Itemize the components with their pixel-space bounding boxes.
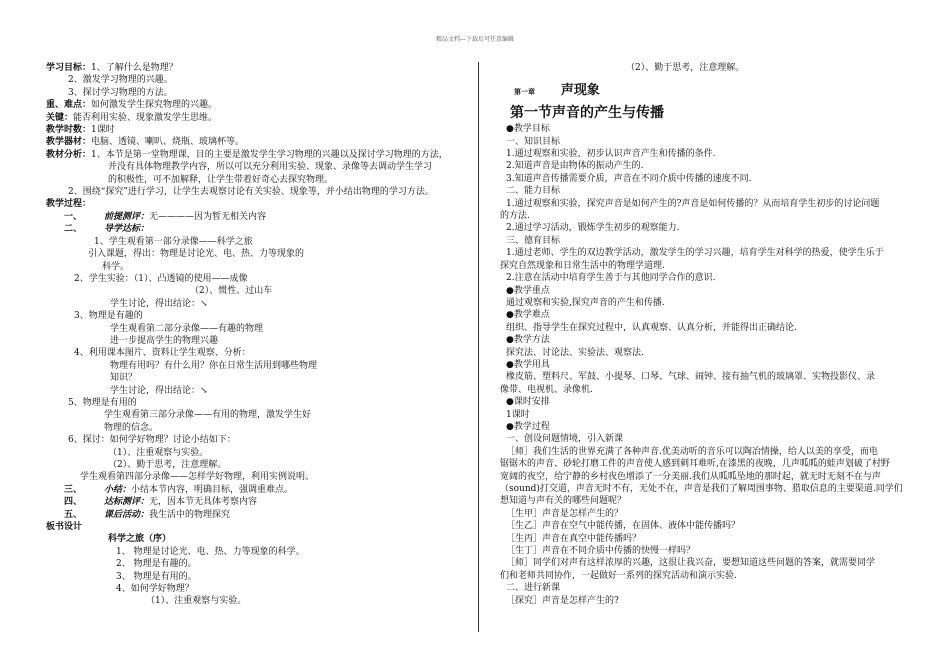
left-line bbox=[46, 397, 471, 409]
step-label: 导学达标： bbox=[104, 224, 150, 235]
left-line bbox=[46, 112, 471, 124]
left-line bbox=[46, 62, 471, 74]
left-line bbox=[46, 310, 471, 322]
left-line bbox=[46, 124, 471, 136]
step-label: 课后活动： bbox=[104, 509, 150, 520]
line-text: 学生讨论，得出结论：↘ bbox=[110, 298, 208, 309]
right-line: 二、进行新课 bbox=[506, 583, 561, 594]
left-line bbox=[46, 571, 471, 583]
line-text: 1课时 bbox=[91, 125, 115, 136]
field-label: 教学器材： bbox=[46, 137, 92, 148]
right-line: 三、德育目标 bbox=[506, 235, 561, 246]
line-text: 3、物理是有趣的 bbox=[74, 311, 143, 322]
right-line: （sound)打交道，声音无时不有，无处不在，声音是我们了解周围事物、猎取信息的主要渠道.同学们 bbox=[500, 484, 903, 494]
right-line: 组织、指导学生在探究过程中，认真观察、认真分析，并能得出正确结论. bbox=[506, 322, 797, 333]
left-line bbox=[46, 533, 471, 545]
line-text: 1、 物理是讨论光、电、热、力等现象的科学。 bbox=[116, 546, 305, 557]
right-column bbox=[500, 62, 916, 607]
left-line bbox=[46, 99, 471, 111]
field-label: 教学过程： bbox=[46, 199, 92, 210]
line-text: （2）、勤于思考，注意理解。 bbox=[108, 460, 227, 470]
left-line bbox=[46, 273, 471, 285]
line-text: （2）、惯性、过山车 bbox=[190, 286, 273, 297]
right-line: 橡皮筋、塑料尺、军鼓、小提琴、口琴、气球、闹钟、接有抽气机的玻璃罩、实物投影仪、录 bbox=[506, 372, 876, 383]
left-line bbox=[46, 87, 471, 99]
right-line: 们和老师共同协作，一起做好一系列的探究活动和演示实验. bbox=[500, 570, 737, 581]
chapter-title: 声现象 bbox=[560, 83, 600, 99]
line-text: （1）、注重观察与实验。 bbox=[146, 596, 247, 607]
field-label: 学习目标： bbox=[46, 63, 92, 73]
line-text: 物理的信念。 bbox=[104, 422, 159, 433]
right-line: ●教学重点 bbox=[506, 285, 550, 296]
line-text: （1）、注重观察与实验。 bbox=[108, 447, 209, 458]
line-text: 5、物理是有用的 bbox=[68, 397, 137, 408]
section-title: 第一节声音的产生与传播 bbox=[510, 104, 664, 121]
line-text: 电脑、透镜、喇叭、烧瓶、玻璃杯等。 bbox=[91, 137, 245, 148]
right-line: 通过观察和实验,探究声音的产生和传播. bbox=[506, 297, 665, 308]
line-text: 的积极性，可不加解释，让学生带着好奇心去探究物理。 bbox=[108, 174, 334, 185]
right-line: 1.通过观察和实验，探究声音是如何产生的?声音是如何传播的？从而培育学生初步的讨论问题 bbox=[506, 198, 880, 209]
line-text: 无，因本节无具体考察内容 bbox=[149, 497, 258, 508]
right-line: 二、能力目标 bbox=[506, 186, 561, 197]
left-line bbox=[46, 236, 471, 248]
left-column bbox=[46, 62, 471, 608]
right-line: ●教学难点 bbox=[506, 310, 550, 321]
right-line: 宽阔的夜空，给宁静的乡村夜色增添了一分美丽.我们从呱呱坠地的那时起，就无时无刻不在与声 bbox=[500, 471, 881, 482]
right-line: 1.通过老师、学生的双边教学活动，激发学生的学习兴趣，培育学生对科学的热爱，使学生乐于 bbox=[506, 248, 884, 259]
left-line bbox=[46, 558, 471, 570]
left-line bbox=[46, 323, 471, 335]
field-label: 教学时数： bbox=[46, 125, 92, 136]
right-line: 1.通过观察和实验，初步认识声音产生和传播的条件. bbox=[506, 149, 716, 160]
left-line bbox=[46, 447, 471, 459]
step-label: 达标测评： bbox=[104, 497, 150, 508]
left-line bbox=[46, 583, 471, 595]
right-line: ●教学方法 bbox=[506, 335, 550, 346]
right-line: 探究自然现象和日常生活中的物理学道理. bbox=[500, 260, 665, 271]
right-line: ●教学目标 bbox=[506, 124, 550, 135]
field-label: 板书设计 bbox=[46, 522, 83, 533]
line-text: 3、探讨学习物理的方法。 bbox=[68, 87, 173, 98]
line-text: 2、激发学习物理的兴趣。 bbox=[68, 75, 173, 86]
right-line: 的方法. bbox=[500, 211, 530, 222]
left-line bbox=[46, 422, 471, 434]
step-number: 一、 bbox=[64, 211, 83, 222]
right-line: ●教学用具 bbox=[506, 359, 550, 370]
right-line: 探究法、讨论法、实验法、观察法. bbox=[506, 347, 644, 358]
right-line: ［师］同学们对声有这样浓厚的兴趣，这很让我兴奋，要想知道这些问题的答案，就需要同学 bbox=[506, 558, 876, 569]
left-line bbox=[46, 521, 471, 533]
page-header: 精品文档---下载后可任意编辑 bbox=[435, 36, 515, 43]
left-line bbox=[46, 434, 471, 446]
line-text: 2、学生实验：（1）、凸透镜的使用——成像 bbox=[74, 273, 248, 284]
left-line bbox=[46, 459, 471, 471]
left-line bbox=[46, 496, 471, 508]
line-text: 6、探讨：如何学好物理？讨论小结如下： bbox=[68, 435, 236, 446]
right-line: ●课时安排 bbox=[506, 397, 550, 408]
step-number: 三、 bbox=[64, 484, 83, 495]
field-label: 重、难点： bbox=[46, 100, 92, 111]
right-top-line: （2）、勤于思考，注意理解。 bbox=[626, 63, 745, 73]
right-line: ［生丙］声音在真空中能传播吗？ bbox=[506, 533, 642, 544]
chapter-number: 第一章 bbox=[514, 87, 535, 97]
line-text: 1、了解什么是物理？ bbox=[91, 63, 178, 73]
field-label: 教材分析： bbox=[46, 149, 92, 160]
left-line bbox=[46, 347, 471, 359]
field-label: 关键： bbox=[46, 112, 74, 123]
left-line bbox=[46, 372, 471, 384]
board-title: 科学之旅（序） bbox=[108, 534, 172, 545]
line-text: 我生活中的物理探究 bbox=[149, 509, 231, 520]
right-line: ［师］我们生活的世界充满了各种声音.优美动听的音乐可以陶冶情操，给人以美的享受，而电 bbox=[506, 446, 878, 457]
line-text: 知识？ bbox=[110, 373, 138, 384]
left-line bbox=[46, 248, 471, 260]
line-text: 3、 物理是有用的。 bbox=[116, 571, 197, 582]
left-line bbox=[46, 509, 471, 521]
left-line bbox=[46, 335, 471, 347]
right-line: 2.通过学习活动，锻炼学生初步的观察能力. bbox=[506, 223, 680, 234]
line-text: 4、利用课本图片、资料让学生观察、分析： bbox=[74, 348, 251, 359]
right-line: 像带、电视机、录像机. bbox=[500, 384, 593, 395]
line-text: 无————因为暂无相关内容 bbox=[149, 211, 267, 222]
line-text: 学生观看第四部分录像——怎样学好物理，利用实例说明。 bbox=[80, 472, 315, 483]
right-line: 1课时 bbox=[506, 409, 530, 420]
step-number: 二、 bbox=[64, 224, 83, 235]
line-text: 1、本节是第一堂物理课，目的主要是激发学生学习物理的兴趣以及探讨学习物理的方法， bbox=[91, 149, 448, 160]
left-line bbox=[46, 471, 471, 483]
left-line bbox=[46, 198, 471, 210]
left-line bbox=[46, 174, 471, 186]
right-line: ［生甲］声音是怎样产生的？ bbox=[506, 508, 624, 519]
left-line bbox=[46, 211, 471, 223]
right-line: 想知道与声有关的哪些问题呢？ bbox=[500, 496, 627, 507]
line-text: 4、如何学好物理？ bbox=[116, 584, 194, 595]
line-text: 学生观看第二部分录像——有趣的物理 bbox=[110, 323, 264, 334]
right-body bbox=[500, 123, 916, 607]
line-text: 物理有用吗？有什么用？你在日常生活用到哪些物理 bbox=[110, 360, 318, 371]
left-line bbox=[46, 74, 471, 86]
left-line bbox=[46, 136, 471, 148]
left-line bbox=[46, 385, 471, 397]
right-line: ［生丁］声音在不同介质中传播的快慢一样吗？ bbox=[506, 546, 696, 557]
step-label: 小结： bbox=[104, 484, 132, 495]
left-line bbox=[46, 186, 471, 198]
right-line: ［探究］声音是怎样产生的? bbox=[506, 595, 619, 606]
chapter-heading bbox=[500, 84, 916, 98]
line-text: 科学。 bbox=[102, 261, 130, 272]
line-text: 引入课题，得出：物理是讨论光、电、热、力等现象的 bbox=[88, 249, 305, 260]
step-number: 四、 bbox=[64, 497, 83, 508]
line-text: 进一步提高学生的物理兴趣 bbox=[110, 335, 219, 346]
right-line: 2.知道声音是由物体的振动产生的. bbox=[506, 161, 644, 172]
left-line bbox=[46, 223, 471, 235]
left-line bbox=[46, 161, 471, 173]
left-line bbox=[46, 409, 471, 421]
line-text: 如何激发学生探究物理的兴趣。 bbox=[91, 100, 218, 111]
left-line bbox=[46, 595, 471, 607]
line-text: 学生观看第三部分录像——有用的物理，激发学生好 bbox=[104, 410, 312, 421]
line-text: 2、 物理是有趣的。 bbox=[116, 559, 197, 570]
right-line: 锯锯木的声音、砂轮打磨工件的声音使人感到刺耳难听,在漆黑的夜晚，几声呱呱的蛙声划破了村野 bbox=[500, 459, 890, 470]
left-line bbox=[46, 546, 471, 558]
left-line bbox=[46, 298, 471, 310]
left-line bbox=[46, 261, 471, 273]
line-text: 小结本节内容，明确目标，强调重难点。 bbox=[131, 484, 294, 495]
line-text: 能否利用实验、现象激发学生思维。 bbox=[73, 112, 218, 123]
left-line bbox=[46, 285, 471, 297]
right-line: 3.知道声音传播需要介质，声音在不同介质中传播的速度不同. bbox=[506, 173, 752, 184]
line-text: 1、学生观看第一部分录像——科学之旅 bbox=[94, 236, 253, 247]
step-label: 前提测评： bbox=[104, 211, 150, 222]
right-line: ●教学过程 bbox=[506, 421, 550, 432]
right-line: 一、知识目标 bbox=[506, 136, 561, 147]
line-text: 2、围绕“探究”进行学习，让学生去观察讨论有关实验、现象等，并小结出物理的学习方法。 bbox=[68, 187, 434, 198]
left-line bbox=[46, 149, 471, 161]
right-line: 2.注意在活动中培育学生善于与其他同学合作的意识. bbox=[506, 273, 716, 284]
step-number: 五、 bbox=[64, 509, 83, 520]
right-line: ［生乙］声音在空气中能传播，在固体、液体中能传播吗？ bbox=[506, 521, 741, 532]
line-text: 并没有具体物理教学内容，所以可以充分利用实验、现象、录像等去调动学生学习 bbox=[108, 162, 433, 173]
right-line: 一、创设问题情境，引入新课 bbox=[506, 434, 624, 445]
left-line bbox=[46, 360, 471, 372]
left-line bbox=[46, 484, 471, 496]
line-text: 学生讨论，得出结论：↘ bbox=[110, 385, 208, 396]
column-divider bbox=[478, 62, 479, 632]
